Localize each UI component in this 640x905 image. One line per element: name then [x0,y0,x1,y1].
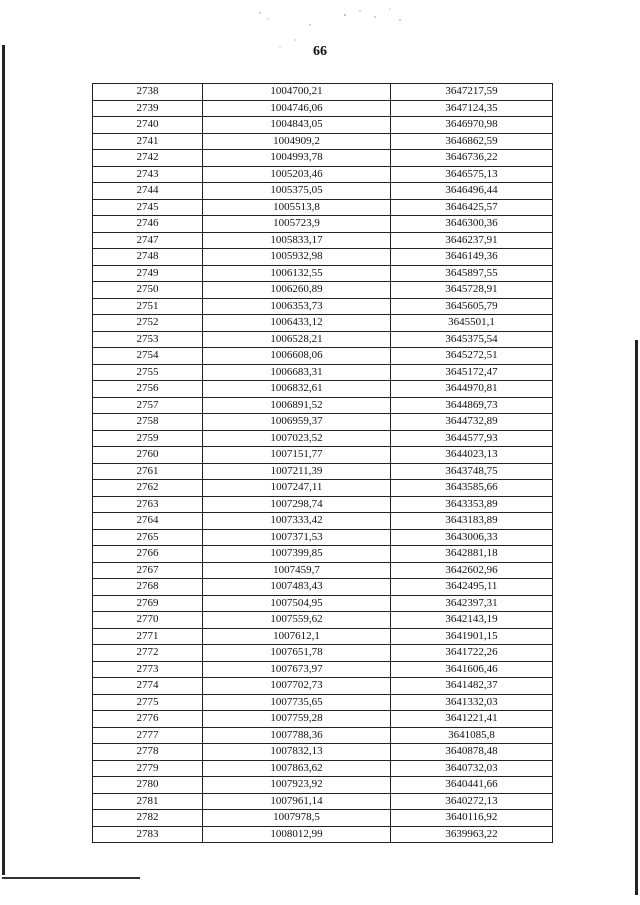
x-coordinate-cell: 1007559,62 [203,612,391,629]
y-coordinate-cell: 3647217,59 [391,84,553,101]
x-coordinate-cell: 1005375,05 [203,183,391,200]
y-coordinate-cell: 3644732,89 [391,414,553,431]
x-coordinate-cell: 1007483,43 [203,579,391,596]
table-row [93,117,553,134]
point-number-cell: 2771 [93,628,203,645]
point-number-cell: 2752 [93,315,203,332]
y-coordinate-cell: 3645501,1 [391,315,553,332]
x-coordinate-cell: 1004700,21 [203,84,391,101]
x-coordinate-cell: 1007923,92 [203,777,391,794]
x-coordinate-cell: 1007023,52 [203,430,391,447]
coordinates-table-body [93,84,553,843]
x-coordinate-cell: 1006528,21 [203,331,391,348]
table-row [93,826,553,843]
y-coordinate-cell: 3641606,46 [391,661,553,678]
y-coordinate-cell: 3640878,48 [391,744,553,761]
x-coordinate-cell: 1007247,11 [203,480,391,497]
table-row [93,496,553,513]
y-coordinate-cell: 3643006,33 [391,529,553,546]
y-coordinate-cell: 3640116,92 [391,810,553,827]
point-number-cell: 2769 [93,595,203,612]
x-coordinate-cell: 1007651,78 [203,645,391,662]
y-coordinate-cell: 3645897,55 [391,265,553,282]
y-coordinate-cell: 3646496,44 [391,183,553,200]
table-row [93,348,553,365]
point-number-cell: 2780 [93,777,203,794]
point-number-cell: 2754 [93,348,203,365]
point-number-cell: 2738 [93,84,203,101]
point-number-cell: 2747 [93,232,203,249]
table-row [93,513,553,530]
point-number-cell: 2781 [93,793,203,810]
y-coordinate-cell: 3640441,66 [391,777,553,794]
table-row [93,480,553,497]
point-number-cell: 2782 [93,810,203,827]
point-number-cell: 2739 [93,100,203,117]
point-number-cell: 2757 [93,397,203,414]
table-row [93,282,553,299]
table-row [93,364,553,381]
table-row [93,595,553,612]
point-number-cell: 2774 [93,678,203,695]
y-coordinate-cell: 3639963,22 [391,826,553,843]
table-row [93,727,553,744]
point-number-cell: 2775 [93,694,203,711]
x-coordinate-cell: 1007399,85 [203,546,391,563]
point-number-cell: 2773 [93,661,203,678]
table-row [93,414,553,431]
y-coordinate-cell: 3646970,98 [391,117,553,134]
y-coordinate-cell: 3643748,75 [391,463,553,480]
point-number-cell: 2753 [93,331,203,348]
x-coordinate-cell: 1007863,62 [203,760,391,777]
table-row [93,562,553,579]
table-row [93,84,553,101]
x-coordinate-cell: 1007961,14 [203,793,391,810]
point-number-cell: 2748 [93,249,203,266]
x-coordinate-cell: 1006132,55 [203,265,391,282]
table-row [93,232,553,249]
point-number-cell: 2765 [93,529,203,546]
point-number-cell: 2742 [93,150,203,167]
point-number-cell: 2764 [93,513,203,530]
coordinates-table [92,83,553,843]
left-scan-edge [2,45,5,875]
y-coordinate-cell: 3641901,15 [391,628,553,645]
x-coordinate-cell: 1006353,73 [203,298,391,315]
table-row [93,166,553,183]
table-row [93,612,553,629]
table-row [93,694,553,711]
x-coordinate-cell: 1006832,61 [203,381,391,398]
table-row [93,133,553,150]
table-row [93,265,553,282]
table-row [93,711,553,728]
point-number-cell: 2777 [93,727,203,744]
x-coordinate-cell: 1004993,78 [203,150,391,167]
table-row [93,546,553,563]
table-row [93,447,553,464]
y-coordinate-cell: 3646862,59 [391,133,553,150]
table-row [93,777,553,794]
table-row [93,249,553,266]
table-row [93,579,553,596]
point-number-cell: 2762 [93,480,203,497]
y-coordinate-cell: 3646237,91 [391,232,553,249]
y-coordinate-cell: 3646300,36 [391,216,553,233]
x-coordinate-cell: 1006260,89 [203,282,391,299]
point-number-cell: 2744 [93,183,203,200]
table-row [93,150,553,167]
table-row [93,810,553,827]
table-row [93,744,553,761]
point-number-cell: 2783 [93,826,203,843]
x-coordinate-cell: 1007371,53 [203,529,391,546]
table-row [93,645,553,662]
point-number-cell: 2750 [93,282,203,299]
table-row [93,183,553,200]
y-coordinate-cell: 3645272,51 [391,348,553,365]
point-number-cell: 2776 [93,711,203,728]
x-coordinate-cell: 1007673,97 [203,661,391,678]
y-coordinate-cell: 3647124,35 [391,100,553,117]
table-row [93,381,553,398]
point-number-cell: 2760 [93,447,203,464]
y-coordinate-cell: 3642397,31 [391,595,553,612]
x-coordinate-cell: 1006959,37 [203,414,391,431]
point-number-cell: 2778 [93,744,203,761]
x-coordinate-cell: 1007788,36 [203,727,391,744]
x-coordinate-cell: 1007333,42 [203,513,391,530]
y-coordinate-cell: 3642602,96 [391,562,553,579]
table-row [93,463,553,480]
x-coordinate-cell: 1007759,28 [203,711,391,728]
y-coordinate-cell: 3644023,13 [391,447,553,464]
point-number-cell: 2756 [93,381,203,398]
point-number-cell: 2740 [93,117,203,134]
table-row [93,216,553,233]
y-coordinate-cell: 3645605,79 [391,298,553,315]
y-coordinate-cell: 3641221,41 [391,711,553,728]
y-coordinate-cell: 3642881,18 [391,546,553,563]
point-number-cell: 2755 [93,364,203,381]
x-coordinate-cell: 1004909,2 [203,133,391,150]
x-coordinate-cell: 1007151,77 [203,447,391,464]
y-coordinate-cell: 3645375,54 [391,331,553,348]
x-coordinate-cell: 1007735,65 [203,694,391,711]
footnote-rule [2,877,140,879]
x-coordinate-cell: 1005513,8 [203,199,391,216]
y-coordinate-cell: 3644869,73 [391,397,553,414]
point-number-cell: 2743 [93,166,203,183]
x-coordinate-cell: 1006683,31 [203,364,391,381]
y-coordinate-cell: 3641722,26 [391,645,553,662]
y-coordinate-cell: 3646575,13 [391,166,553,183]
point-number-cell: 2758 [93,414,203,431]
x-coordinate-cell: 1007504,95 [203,595,391,612]
x-coordinate-cell: 1007978,5 [203,810,391,827]
x-coordinate-cell: 1007211,39 [203,463,391,480]
point-number-cell: 2761 [93,463,203,480]
point-number-cell: 2766 [93,546,203,563]
point-number-cell: 2770 [93,612,203,629]
point-number-cell: 2768 [93,579,203,596]
table-row [93,331,553,348]
table-row [93,199,553,216]
y-coordinate-cell: 3645728,91 [391,282,553,299]
y-coordinate-cell: 3646736,22 [391,150,553,167]
y-coordinate-cell: 3641482,37 [391,678,553,695]
table-row [93,298,553,315]
point-number-cell: 2751 [93,298,203,315]
y-coordinate-cell: 3645172,47 [391,364,553,381]
x-coordinate-cell: 1006433,12 [203,315,391,332]
x-coordinate-cell: 1005932,98 [203,249,391,266]
x-coordinate-cell: 1004843,05 [203,117,391,134]
x-coordinate-cell: 1008012,99 [203,826,391,843]
table-row [93,315,553,332]
point-number-cell: 2767 [93,562,203,579]
point-number-cell: 2746 [93,216,203,233]
y-coordinate-cell: 3642143,19 [391,612,553,629]
x-coordinate-cell: 1004746,06 [203,100,391,117]
table-row [93,430,553,447]
table-row [93,100,553,117]
table-row [93,760,553,777]
table-row [93,678,553,695]
x-coordinate-cell: 1007832,13 [203,744,391,761]
x-coordinate-cell: 1005723,9 [203,216,391,233]
y-coordinate-cell: 3644970,81 [391,381,553,398]
y-coordinate-cell: 3640272,13 [391,793,553,810]
table-row [93,529,553,546]
page-number: 66 [313,44,327,59]
y-coordinate-cell: 3646149,36 [391,249,553,266]
table-row [93,397,553,414]
y-coordinate-cell: 3643353,89 [391,496,553,513]
table-row [93,661,553,678]
point-number-cell: 2779 [93,760,203,777]
y-coordinate-cell: 3641085,8 [391,727,553,744]
point-number-cell: 2741 [93,133,203,150]
point-number-cell: 2745 [93,199,203,216]
point-number-cell: 2763 [93,496,203,513]
y-coordinate-cell: 3643183,89 [391,513,553,530]
table-row [93,793,553,810]
x-coordinate-cell: 1006891,52 [203,397,391,414]
y-coordinate-cell: 3643585,66 [391,480,553,497]
point-number-cell: 2749 [93,265,203,282]
x-coordinate-cell: 1007298,74 [203,496,391,513]
x-coordinate-cell: 1006608,06 [203,348,391,365]
point-number-cell: 2772 [93,645,203,662]
y-coordinate-cell: 3644577,93 [391,430,553,447]
x-coordinate-cell: 1007612,1 [203,628,391,645]
y-coordinate-cell: 3642495,11 [391,579,553,596]
x-coordinate-cell: 1005833,17 [203,232,391,249]
x-coordinate-cell: 1007459,7 [203,562,391,579]
table-row [93,628,553,645]
y-coordinate-cell: 3646425,57 [391,199,553,216]
x-coordinate-cell: 1005203,46 [203,166,391,183]
x-coordinate-cell: 1007702,73 [203,678,391,695]
right-scan-edge [635,340,638,895]
y-coordinate-cell: 3641332,03 [391,694,553,711]
point-number-cell: 2759 [93,430,203,447]
y-coordinate-cell: 3640732,03 [391,760,553,777]
